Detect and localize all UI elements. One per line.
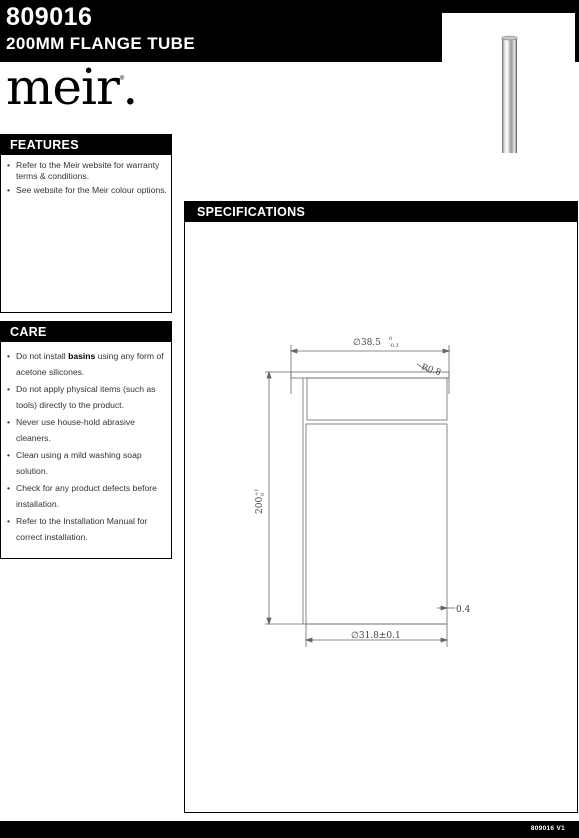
care-item: • Clean using a mild washing soap solution. xyxy=(7,447,167,479)
dim-top-tol-upper: 0 xyxy=(389,336,393,342)
dim-height-tol-lower: 0 xyxy=(260,492,266,496)
logo-text: meir xyxy=(6,58,119,116)
dim-top-diameter: ∅38.5 xyxy=(353,338,381,348)
technical-drawing xyxy=(185,222,577,812)
care-item: • Never use house-hold abrasive cleaners. xyxy=(7,414,167,446)
care-item: • Do not apply physical items (such as tools) directly to the product. xyxy=(7,381,167,413)
care-panel xyxy=(0,321,172,559)
specifications-heading: SPECIFICATIONS xyxy=(185,202,577,222)
footer-bar xyxy=(0,821,579,838)
specifications-panel xyxy=(184,201,578,813)
version-label: 809016 V1 xyxy=(530,825,565,832)
features-list xyxy=(1,155,171,196)
care-list xyxy=(1,342,171,545)
features-heading: FEATURES xyxy=(1,135,171,155)
care-item: • Do not install basins using any form of acetone silicones. xyxy=(7,348,167,380)
product-image xyxy=(442,13,575,153)
care-item: • Refer to the Installation Manual for correct installation. xyxy=(7,513,167,545)
product-code: 809016 xyxy=(6,3,93,31)
features-panel xyxy=(0,134,172,313)
dim-height: 200 xyxy=(255,496,265,514)
features-item: • Refer to the Meir website for warranty terms & conditions. xyxy=(7,160,167,182)
dim-wall: 0.4 xyxy=(456,605,471,615)
flange-tube-picture xyxy=(442,13,575,153)
brand-logo: meir®. xyxy=(6,58,138,116)
product-title: 200MM FLANGE TUBE xyxy=(6,34,196,53)
care-item: • Check for any product defects before installation. xyxy=(7,480,167,512)
dim-height-tol-upper: +1 xyxy=(254,488,260,496)
dim-radius: R0.8 xyxy=(420,362,443,379)
dim-top-tol-lower: -0.3 xyxy=(389,343,399,349)
registered-mark: ® xyxy=(119,76,124,82)
care-heading: CARE xyxy=(1,322,171,342)
features-item: • See website for the Meir colour options. xyxy=(7,185,167,196)
dim-bottom-diameter: ∅31.8±0.1 xyxy=(351,631,401,641)
